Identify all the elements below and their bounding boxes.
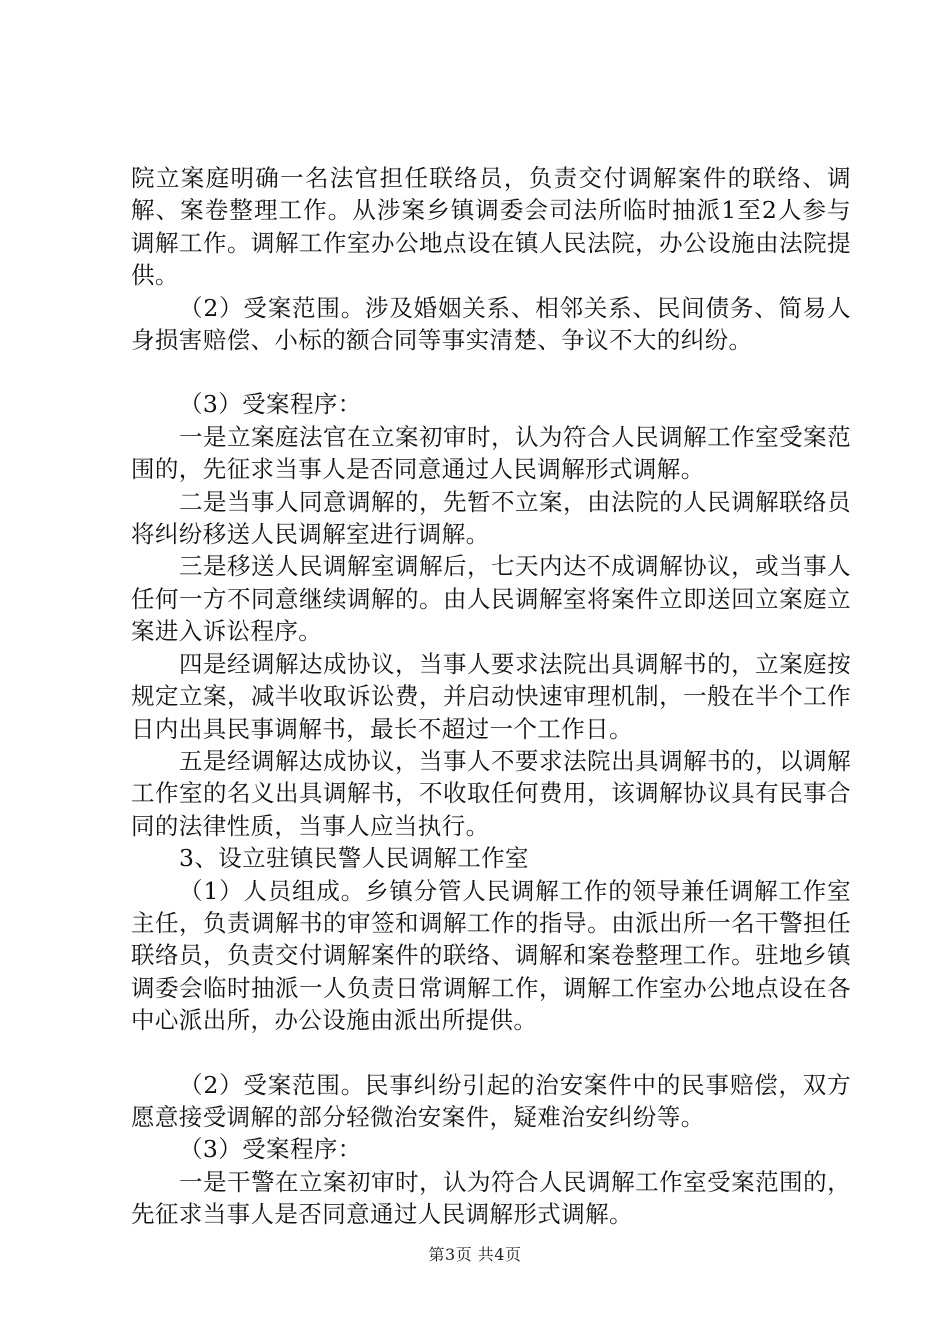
paragraph-continuation: 院立案庭明确一名法官担任联络员，负责交付调解案件的联络、调解、案卷整理工作。从涉案乡镇调委会司法所临时抽派1至2人参与调解工作。调解工作室办公地点设在镇人民法院，办公设施由法院提供。 bbox=[131, 164, 851, 290]
paragraph-police-case-scope: （2）受案范围。民事纠纷引起的治安案件中的民事赔偿，双方愿意接受调解的部分轻微治安案件，疑难治安纠纷等。 bbox=[131, 1070, 851, 1131]
paragraph-procedure-heading: （3）受案程序： bbox=[179, 390, 362, 419]
paragraph-step-four: 四是经调解达成协议，当事人要求法院出具调解书的，立案庭按规定立案，减半收取诉讼费，并启动快速审理机制，一般在半个工作日内出具民事调解书，最长不超过一个工作日。 bbox=[131, 649, 851, 743]
page-number-footer: 第3页 共4页 bbox=[428, 1245, 522, 1264]
paragraph-step-two: 二是当事人同意调解的，先暂不立案，由法院的人民调解联络员将纠纷移送人民调解室进行调解。 bbox=[131, 487, 851, 549]
paragraph-step-three: 三是移送人民调解室调解后，七天内达不成调解协议，或当事人任何一方不同意继续调解的。由人民调解室将案件立即送回立案庭立案进入诉讼程序。 bbox=[131, 552, 851, 646]
document-body bbox=[131, 162, 851, 1231]
paragraph-staffing: （1）人员组成。乡镇分管人民调解工作的领导兼任调解工作室主任，负责调解书的审签和调解工作的指导。由派出所一名干警担任联络员，负责交付调解案件的联络、调解和案卷整理工作。驻地乡镇调委会临时抽派一人负责日常调解工作，调解工作室办公地点设在各中心派出所，办公设施由派出所提供。 bbox=[131, 876, 851, 1035]
section-heading-police-mediation: 3、设立驻镇民警人民调解工作室 bbox=[179, 844, 529, 873]
paragraph-step-one: 一是立案庭法官在立案初审时，认为符合人民调解工作室受案范围的，先征求当事人是否同意通过人民调解形式调解。 bbox=[131, 422, 851, 484]
paragraph-step-five: 五是经调解达成协议，当事人不要求法院出具调解书的，以调解工作室的名义出具调解书，不收取任何费用，该调解协议具有民事合同的法律性质，当事人应当执行。 bbox=[131, 746, 851, 840]
paragraph-police-step-one: 一是干警在立案初审时，认为符合人民调解工作室受案范围的，先征求当事人是否同意通过人民调解形式调解。 bbox=[131, 1167, 851, 1229]
paragraph-case-scope: （2）受案范围。涉及婚姻关系、相邻关系、民间债务、简易人身损害赔偿、小标的额合同等事实清楚、争议不大的纠纷。 bbox=[131, 293, 851, 355]
paragraph-police-procedure-heading: （3）受案程序： bbox=[179, 1135, 362, 1164]
